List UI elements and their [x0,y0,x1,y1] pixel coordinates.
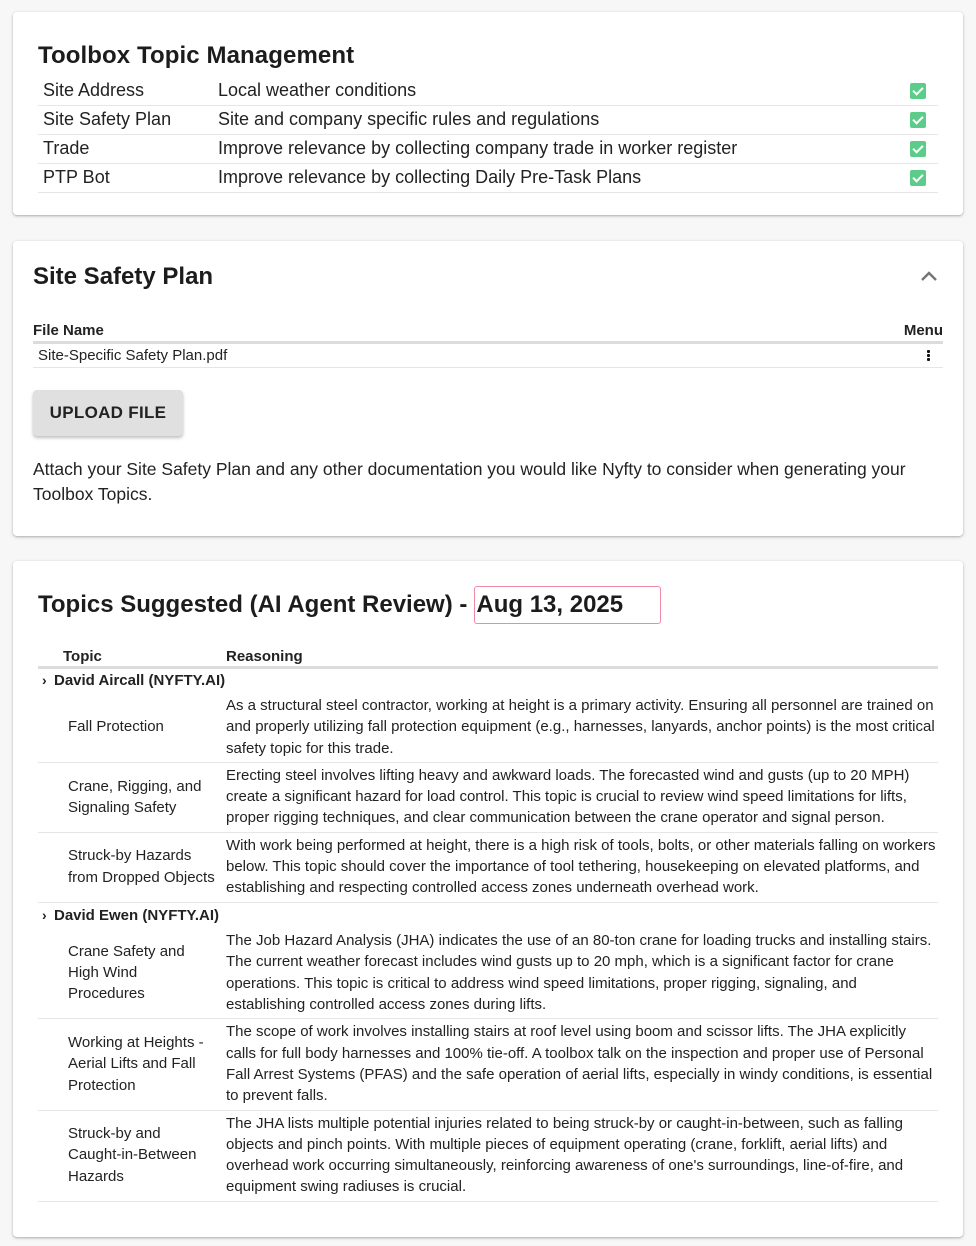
row-name: Site Safety Plan [38,105,213,134]
file-table [33,320,943,368]
topic-cell: Fall Protection [38,693,226,762]
row-name: Trade [38,134,213,163]
chevron-right-icon[interactable]: › [42,672,47,689]
enabled-checkbox[interactable] [910,141,926,157]
reasoning-cell: Erecting steel involves lifting heavy and awkward loads. The forecasted wind and gusts (up to 20 MPH) create a significant hazard for load control. This topic is crucial to review wind speed limitations for lifts, proper rigging techniques, and clear communication between the crane operator and signal person. [226,762,938,832]
topic-cell: Crane Safety and High Wind Procedures [38,928,226,1019]
group-row[interactable] [38,902,938,928]
table-row [38,1019,938,1110]
page-title: Toolbox Topic Management [38,42,355,69]
column-header-file-name: File Name [33,320,883,342]
reasoning-cell: The scope of work involves installing stairs at roof level using boom and scissor lifts. The JHA explicitly calls for full body harnesses and 100% tie-off. A toolbox talk on the inspection and proper use of Personal Fall Arrest Systems (PFAS) and the safe operation of aerial lifts, especially in windy conditions, is essential to prevent falls. [226,1019,938,1110]
collapse-button[interactable] [919,267,939,287]
management-table [38,76,938,193]
column-header-reasoning: Reasoning [226,647,938,667]
topics-table [38,647,938,1202]
table-row [38,832,938,902]
group-row[interactable] [38,667,938,693]
table-row [38,928,938,1019]
reasoning-cell: With work being performed at height, there is a high risk of tools, bolts, or other materials falling on workers below. This topic should cover the importance of tool tethering, housekeeping on elevated platforms, and establishing and respecting controlled access zones underneath overhead work. [226,832,938,902]
row-description: Site and company specific rules and regulations [213,105,898,134]
management-row-site-address [38,76,938,105]
column-header-topic: Topic [38,647,226,667]
management-row-ptp-bot [38,163,938,192]
upload-file-button[interactable]: UPLOAD FILE [33,390,183,436]
table-row [38,693,938,762]
date-input[interactable] [474,586,661,624]
topics-suggested-card [13,561,963,1237]
topic-cell: Struck-by and Caught-in-Between Hazards [38,1110,226,1201]
site-safety-plan-card [13,241,963,536]
enabled-checkbox[interactable] [910,112,926,128]
enabled-checkbox[interactable] [910,170,926,186]
topic-cell: Struck-by Hazards from Dropped Objects [38,832,226,902]
topics-header [38,586,661,624]
table-row [38,762,938,832]
enabled-checkbox[interactable] [910,83,926,99]
row-description: Local weather conditions [213,76,898,105]
more-vert-icon[interactable] [927,349,931,362]
reasoning-cell: The Job Hazard Analysis (JHA) indicates the use of an 80-ton crane for loading trucks and installing stairs. The current weather forecast includes wind gusts up to 20 mph, which is a significant factor for crane operations. This topic is critical to address wind speed limitations, proper rigging, signaling, and establishing controlled access zones during lifts. [226,928,938,1019]
topic-cell: Working at Heights - Aerial Lifts and Fall Protection [38,1019,226,1110]
chevron-right-icon[interactable]: › [42,906,47,923]
help-text: Attach your Site Safety Plan and any other documentation you would like Nyfty to consider when generating your Toolbox Topics. [33,459,906,504]
row-name: PTP Bot [38,163,213,192]
reasoning-cell: As a structural steel contractor, working at height is a primary activity. Ensuring all personnel are trained on and properly utilizing fall protection equipment (e.g., harnesses, lanyards, anchor points) is the most critical safety topic for this trade. [226,693,938,762]
reasoning-cell: The JHA lists multiple potential injuries related to being struck-by or caught-in-between, such as falling objects and pinch points. With multiple pieces of equipment operating (crane, forklift, aerial lifts) and overhead work occurring simultaneously, reinforcing awareness of one's surroundings, line-of-fire, and equipment swing radiuses is crucial. [226,1110,938,1201]
chevron-up-icon [919,267,939,287]
section-title: Site Safety Plan [33,263,214,290]
row-description: Improve relevance by collecting company trade in worker register [213,134,898,163]
topic-cell: Crane, Rigging, and Signaling Safety [38,762,226,832]
section-title: Topics Suggested (AI Agent Review) - [38,591,468,618]
column-header-menu: Menu [883,320,943,342]
management-row-site-safety-plan [38,105,938,134]
file-row [33,342,943,367]
file-name[interactable]: Site-Specific Safety Plan.pdf [33,342,883,367]
row-name: Site Address [38,76,213,105]
management-row-trade [38,134,938,163]
group-name: David Ewen (NYFTY.AI) [54,906,220,924]
toolbox-topic-management-card [13,12,963,215]
group-name: David Aircall (NYFTY.AI) [54,672,226,690]
row-description: Improve relevance by collecting Daily Pre-Task Plans [213,163,898,192]
table-row [38,1110,938,1201]
